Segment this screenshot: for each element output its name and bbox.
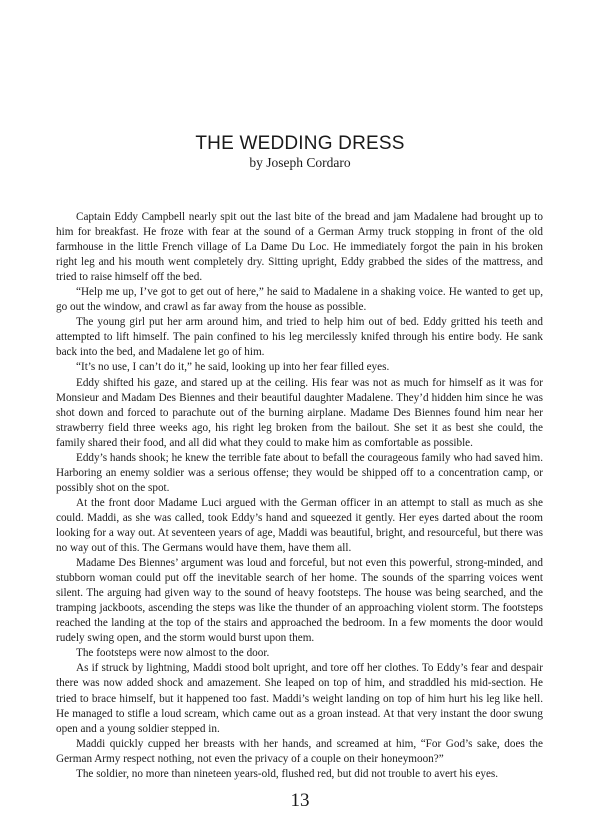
paragraph: “Help me up, I’ve got to get out of here,” he said to Madalene in a shaking voice. He wanted to get up, go out the window, and crawl as far away from the house as possible. [56, 286, 543, 314]
paragraph: The footsteps were now almost to the door. [76, 647, 270, 660]
story-body [56, 210, 543, 782]
paragraph: At the front door Madame Luci argued with the German officer in an attempt to stall as much as she could. Maddi, as she was called, took Eddy’s hand and squeezed it gently. Her eyes darted about the room looking for a way out. At seventeen years of age, Maddi was beautiful, bright, and resourceful, but there was no way out of this. The Germans would have them, have them all. [56, 496, 543, 555]
author-byline: by Joseph Cordaro [249, 155, 351, 170]
page-number: 13 [290, 790, 310, 811]
paragraph: Eddy shifted his gaze, and stared up at the ceiling. His fear was not as much for himself as it was for Monsieur and Madam Des Biennes and their beautiful daughter Madalene. They’d hidden him since he was shot down and forced to parachute out of the burning airplane. Madame Des Biennes found him near her strawberry field three weeks ago, his right leg broken from the bailout. She set it as best she could, the family shared their food, and all did what they could to make him as comfortable as possible. [56, 376, 543, 449]
paragraph: Captain Eddy Campbell nearly spit out the last bite of the bread and jam Madalene had brought up to him for breakfast. He froze with fear at the sound of a German Army truck stopping in front of the old farmhouse in the little French village of La Dame Du Loc. He immediately forgot the pain in his broken right leg and his mouth went completely dry. Sitting upright, Eddy grabbed the sides of the mattress, and tried to raise himself off the bed. [56, 211, 543, 284]
paragraph: Maddi quickly cupped her breasts with her hands, and screamed at him, “For God’s sake, does the German Army respect nothing, not even the privacy of a couple on their honeymoon?” [56, 737, 543, 765]
paragraph: Eddy’s hands shook; he knew the terrible fate about to befall the courageous family who had saved him. Harboring an enemy soldier was a serious offense; they would be shipped off to a concentration camp, or possibly shot on the spot. [56, 451, 543, 494]
paragraph: The young girl put her arm around him, and tried to help him out of bed. Eddy gritted his teeth and attempted to lift himself. The pain confined to his leg mercilessly knifed through his entire body. He sank back into the bed, and Madalene let go of him. [56, 316, 543, 359]
paragraph: As if struck by lightning, Maddi stood bolt upright, and tore off her clothes. To Eddy’s fear and despair there was now added shock and amazement. She leaped on top of him, and straddled his mid-section. He tried to brace himself, but it happened too fast. Maddi’s weight landing on top of him hurt his leg like hell. He managed to stifle a loud scream, which came out as a groan instead. At that very instant the door swung open and a young soldier stepped in. [56, 662, 543, 735]
paragraph: The soldier, no more than nineteen years-old, flushed red, but did not trouble to avert his eyes. [76, 767, 499, 780]
paragraph: Madame Des Biennes’ argument was loud and forceful, but not even this powerful, strong-minded, and stubborn woman could put off the inevitable search of her home. The sounds of the sparring voices went silent. The arguing had given way to the sound of heavy footsteps. The house was being searched, and the tramping jackboots, ascending the steps was like the thunder of an approaching violent storm. The footsteps reached the landing at the top of the stairs and approached the bedroom. In a few moments the door would rudely swing open, and the storm would burst upon them. [56, 557, 543, 645]
paragraph: “It’s no use, I can’t do it,” he said, looking up into her fear filled eyes. [76, 361, 390, 374]
story-title: THE WEDDING DRESS [195, 133, 405, 154]
